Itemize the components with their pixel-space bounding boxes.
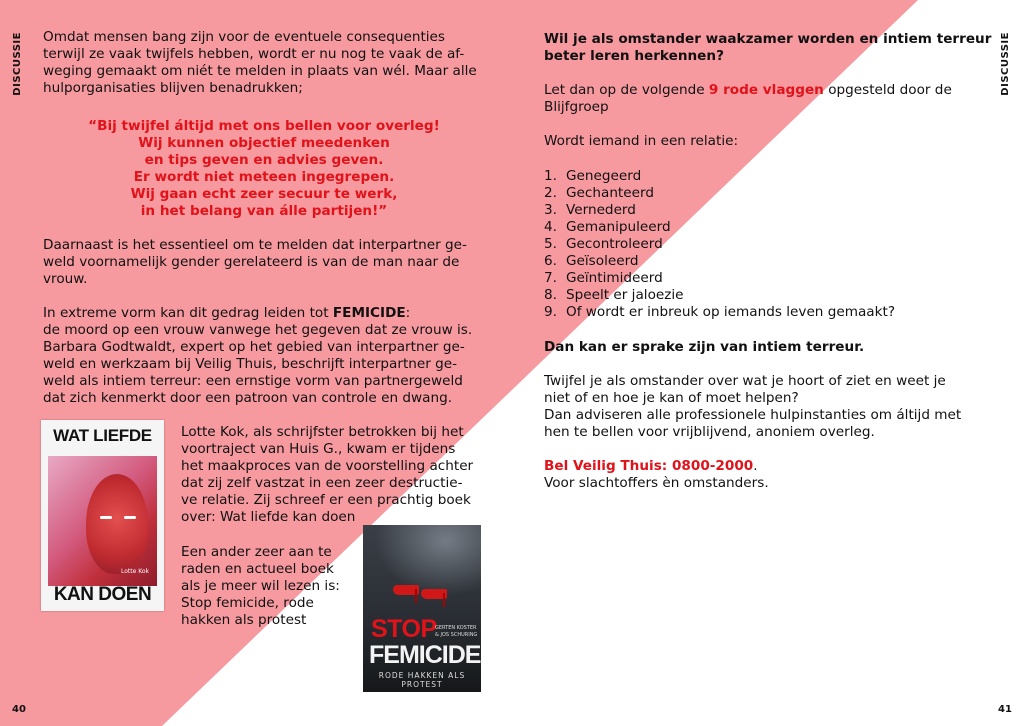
call-period: . — [753, 458, 758, 474]
left-page-number: 40 — [12, 704, 26, 715]
femicide-line: Barbara Godtwaldt, expert op het gebied van interpartner ge- — [43, 339, 465, 355]
red-flag-item — [544, 202, 895, 219]
femicide-term: FEMICIDE — [332, 305, 406, 321]
eye-mark — [124, 516, 136, 519]
book-cover-stop-femicide — [363, 525, 481, 692]
book-title-top: WAT LIEFDE — [53, 426, 152, 445]
red-flag-text: Gecontroleerd — [566, 236, 663, 252]
femicide-prefix: In extreme vorm kan dit gedrag leiden tot — [43, 305, 333, 321]
book-author: Lotte Kok — [121, 568, 149, 575]
other-book-line: Een ander zeer aan te — [181, 544, 332, 560]
red-flag-number: 2. — [544, 185, 557, 201]
lotte-line: voortraject van Huis G., kwam er tijdens — [181, 441, 456, 457]
call-veilig-thuis: Bel Veilig Thuis: 0800-2000 — [544, 458, 754, 474]
red-flag-item — [544, 287, 895, 304]
quote-line: Wij gaan echt zeer secuur te werk, — [130, 186, 398, 202]
doubt-line: hen te bellen voor vrijblijvend, anoniem overleg. — [544, 424, 875, 440]
gender-line: vrouw. — [43, 271, 88, 287]
audience-text: Voor slachtoffers èn omstanders. — [544, 475, 769, 491]
red-flags-prefix: Let dan op de volgende — [544, 82, 709, 98]
right-side-tag: DISCUSSIE — [1000, 32, 1011, 96]
lotte-line: over: Wat liefde kan doen — [181, 509, 356, 525]
femicide-line: dat zich kenmerkt door een patroon van controle en dwang. — [43, 390, 453, 406]
red-flag-text: Genegeerd — [566, 168, 642, 184]
red-flag-number: 9. — [544, 304, 557, 320]
red-flag-number: 1. — [544, 168, 557, 184]
red-flag-text: Gemanipuleerd — [566, 219, 671, 235]
femicide-line: de moord op een vrouw vanwege het gegeven dat ze vrouw is. — [43, 322, 473, 338]
question-line: beter leren herkennen? — [544, 48, 724, 64]
other-book-line: als je meer wil lezen is: — [181, 578, 340, 594]
quote-line: in het belang van álle partijen!” — [140, 203, 388, 219]
quote-line: Er wordt niet meteen ingegrepen. — [133, 169, 395, 185]
quote-line: en tips geven en advies geven. — [144, 152, 384, 168]
call-line — [544, 458, 758, 475]
lotte-line: ve relatie. Zij schreef er een prachtig boek — [181, 492, 471, 508]
red-flag-text: Gechanteerd — [566, 185, 654, 201]
red-flags-line — [544, 82, 952, 99]
left-side-tag: DISCUSSIE — [12, 32, 23, 96]
gender-line: Daarnaast is het essentieel om te melden dat interpartner ge- — [43, 237, 467, 253]
lotte-line: dat zij zelf vastzat in een zeer destructie- — [181, 475, 463, 491]
lotte-line: Lotte Kok, als schrijfster betrokken bij het — [181, 424, 464, 440]
red-flags-source: Blijfgroep — [544, 99, 609, 115]
femicide-line: weld en werkzaam bij Veilig Thuis, beschrijft interpartner ge- — [43, 356, 458, 372]
femicide-line: weld als intiem terreur: een ernstige vorm van partnergeweld — [43, 373, 463, 389]
quote-line: “Bij twijfel áltijd met ons bellen voor overleg! — [88, 118, 440, 134]
red-flag-text: Vernederd — [566, 202, 636, 218]
book-subtitle: RODE HAKKEN ALS PROTEST — [378, 671, 466, 689]
quote-line: Wij kunnen objectief meedenken — [138, 135, 390, 151]
femicide-suffix: : — [405, 305, 411, 321]
red-flag-item — [544, 185, 895, 202]
doubt-line: Dan adviseren alle professionele hulpinstanties om áltijd met — [544, 407, 962, 423]
red-flag-item — [544, 270, 895, 287]
red-flag-text: Geïsoleerd — [566, 253, 639, 269]
red-flag-text: Geïntimideerd — [566, 270, 663, 286]
book-authors — [435, 625, 477, 639]
red-flags-list — [544, 168, 895, 321]
shoe-heel — [415, 589, 417, 603]
red-flag-item — [544, 253, 895, 270]
book-author: & JOS SCHURING — [435, 632, 478, 638]
red-flag-number: 7. — [544, 270, 557, 286]
red-flags-suffix: opgesteld door de — [823, 82, 952, 98]
red-flags-highlight: 9 rode vlaggen — [708, 82, 824, 98]
femicide-intro-line — [43, 305, 410, 322]
right-page-number: 41 — [998, 704, 1012, 715]
doubt-line: Twijfel je als omstander over wat je hoort of ziet en weet je — [544, 373, 946, 389]
other-book-line: hakken als protest — [181, 612, 307, 628]
face-illustration — [86, 474, 148, 574]
intro-line: hulporganisaties blijven benadrukken; — [43, 80, 303, 96]
lotte-line: het maakproces van de voorstelling achter — [181, 458, 474, 474]
intro-line: weging gemaakt om niét te melden in plaats van wél. Maar alle — [43, 63, 477, 79]
red-flag-item — [544, 168, 895, 185]
question-line: Wil je als omstander waakzamer worden en intiem terreur — [544, 31, 992, 47]
eye-mark — [100, 516, 112, 519]
gender-line: weld voornamelijk gender gerelateerd is van de man naar de — [43, 254, 460, 270]
red-flag-number: 6. — [544, 253, 557, 269]
book-author: GERTEN KOSTER — [435, 625, 477, 631]
red-flag-text: Speelt er jaloezie — [566, 287, 684, 303]
intro-line: terwijl ze vaak twijfels hebben, wordt er nu nog te vaak de af- — [43, 46, 465, 62]
relation-intro: Wordt iemand in een relatie: — [544, 133, 739, 149]
book-cover-art — [48, 456, 157, 586]
shoe-heel — [443, 593, 445, 607]
red-flag-number: 4. — [544, 219, 557, 235]
intro-line: Omdat mensen bang zijn voor de eventuele consequenties — [43, 29, 445, 45]
red-flag-item — [544, 236, 895, 253]
book-title-top: STOP — [371, 615, 437, 643]
book-cover-wat-liefde-kan-doen — [41, 420, 164, 611]
red-flag-text: Of wordt er inbreuk op iemands leven gemaakt? — [566, 304, 896, 320]
book-title-bottom: FEMICIDE — [369, 641, 481, 669]
red-flag-number: 8. — [544, 287, 557, 303]
book-title-bottom: KAN DOEN — [53, 584, 152, 605]
doubt-line: niet of en hoe je kan of moet helpen? — [544, 390, 799, 406]
other-book-line: Stop femicide, rode — [181, 595, 314, 611]
red-flag-item — [544, 219, 895, 236]
red-flag-number: 3. — [544, 202, 557, 218]
red-flag-number: 5. — [544, 236, 557, 252]
other-book-line: raden en actueel boek — [181, 561, 334, 577]
red-flag-item — [544, 304, 895, 321]
conclusion-text: Dan kan er sprake zijn van intiem terreur. — [544, 339, 865, 355]
